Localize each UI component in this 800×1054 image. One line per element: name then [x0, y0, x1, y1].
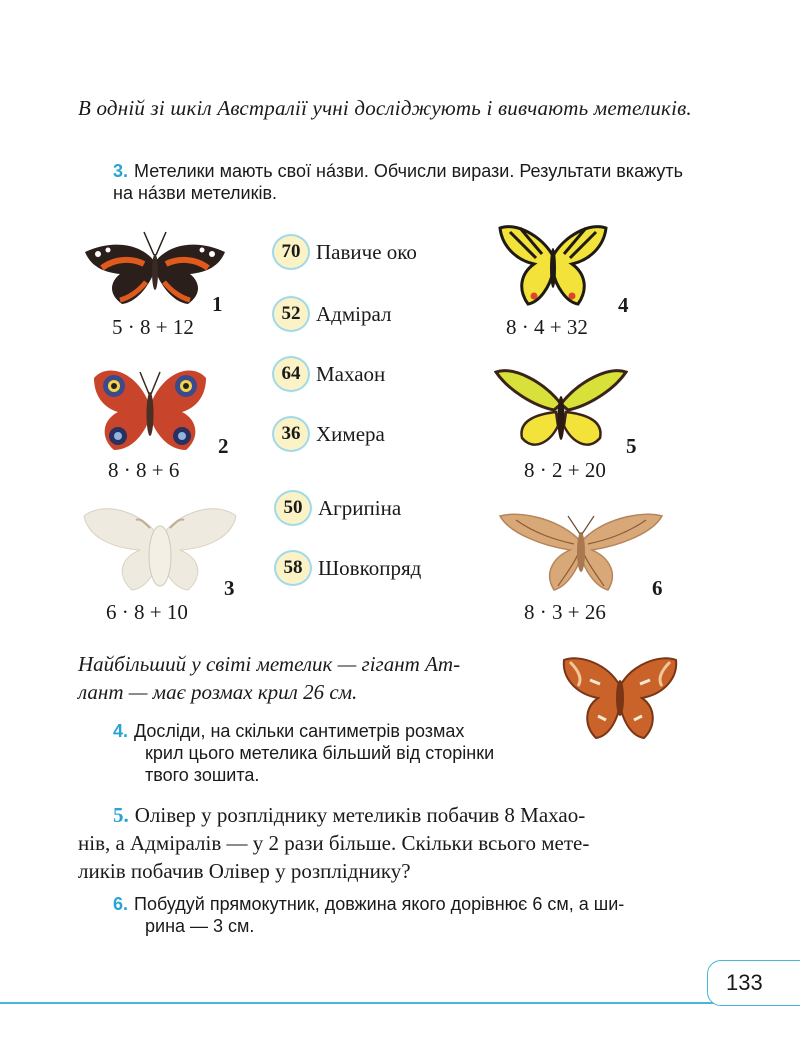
butterfly-1-number: 1	[212, 292, 223, 316]
task-5	[78, 801, 698, 885]
answer-value-badge: 58	[274, 550, 312, 586]
page-footer-line	[0, 1002, 800, 1004]
answer-name: Махаон	[316, 361, 386, 386]
answer-name: Павиче око	[316, 239, 417, 264]
atlas-fact-line-1: Найбільший у світі метелик — гігант Ат-	[78, 652, 461, 676]
task-3-text: Метелики мають свої нáзви. Обчисли вирази. Результати вкажуть на нáзви метеликів.	[113, 161, 683, 203]
task-6-line-1: Побудуй прямокутник, довжина якого дорівнює 6 см, а ши-	[134, 894, 625, 914]
task-4	[113, 720, 563, 786]
task-4-line-3: твого зошита.	[145, 765, 260, 785]
butterfly-4-expression: 8 · 4 + 32	[506, 315, 588, 339]
page-number: 133	[707, 960, 800, 1006]
atlas-fact	[78, 650, 558, 706]
answer-item	[272, 234, 417, 270]
answer-value-badge: 50	[274, 490, 312, 526]
task-5-number: 5.	[113, 803, 129, 827]
peacock-butterfly-icon	[88, 362, 212, 456]
task-5-line-1: Олівер у розпліднику метеликів побачив 8 Махао-	[134, 803, 586, 827]
task-3-number: 3.	[113, 161, 129, 181]
task-4-line-1: Досліди, на скільки сантиметрів розмах	[134, 721, 465, 741]
atlas-fact-line-2: лант — має розмах крил 26 см.	[78, 680, 358, 704]
birdwing-butterfly-icon	[494, 362, 628, 456]
answer-name: Агрипіна	[318, 495, 402, 520]
task-6-number: 6.	[113, 894, 129, 914]
answer-name: Шовкопряд	[318, 555, 422, 580]
butterfly-5-expression: 8 · 2 + 20	[524, 458, 606, 482]
butterfly-6-expression: 8 · 3 + 26	[524, 600, 606, 624]
butterfly-1-expression: 5 · 8 + 12	[112, 315, 194, 339]
answer-name: Адмірал	[316, 301, 392, 326]
red-admiral-butterfly-icon	[80, 222, 230, 308]
answer-value-badge: 64	[272, 356, 310, 392]
answer-item	[272, 296, 391, 332]
butterfly-6-number: 6	[652, 576, 663, 600]
intro-text: В одній зі шкіл Австралії учні досліджують і вивчають метеликів.	[78, 96, 692, 120]
silkworm-moth-icon	[80, 498, 240, 594]
answer-item	[272, 356, 385, 392]
butterfly-3-number: 3	[224, 576, 235, 600]
atlas-moth-icon	[560, 650, 680, 742]
swallowtail-butterfly-icon	[496, 220, 610, 310]
task-3	[113, 160, 693, 204]
task-4-number: 4.	[113, 721, 129, 741]
butterfly-2-expression: 8 · 8 + 6	[108, 458, 180, 482]
task-6	[113, 893, 703, 937]
answer-value-badge: 36	[272, 416, 310, 452]
answer-value-badge: 52	[272, 296, 310, 332]
task-5-line-2: нів, а Адміралів — у 2 рази більше. Скільки всього мете-	[78, 831, 590, 855]
brown-moth-icon	[496, 504, 666, 594]
answer-item	[274, 550, 421, 586]
answer-value-badge: 70	[272, 234, 310, 270]
answer-name: Химера	[316, 421, 385, 446]
butterfly-2-number: 2	[218, 434, 229, 458]
butterfly-5-number: 5	[626, 434, 637, 458]
answer-item	[274, 490, 401, 526]
butterfly-4-number: 4	[618, 293, 629, 317]
butterfly-3-expression: 6 · 8 + 10	[106, 600, 188, 624]
task-4-line-2: крил цього метелика більший від сторінки	[145, 743, 495, 763]
answer-item	[272, 416, 385, 452]
task-5-line-3: ликів побачив Олівер у розпліднику?	[78, 859, 411, 883]
task-6-line-2: рина — 3 см.	[145, 916, 255, 936]
